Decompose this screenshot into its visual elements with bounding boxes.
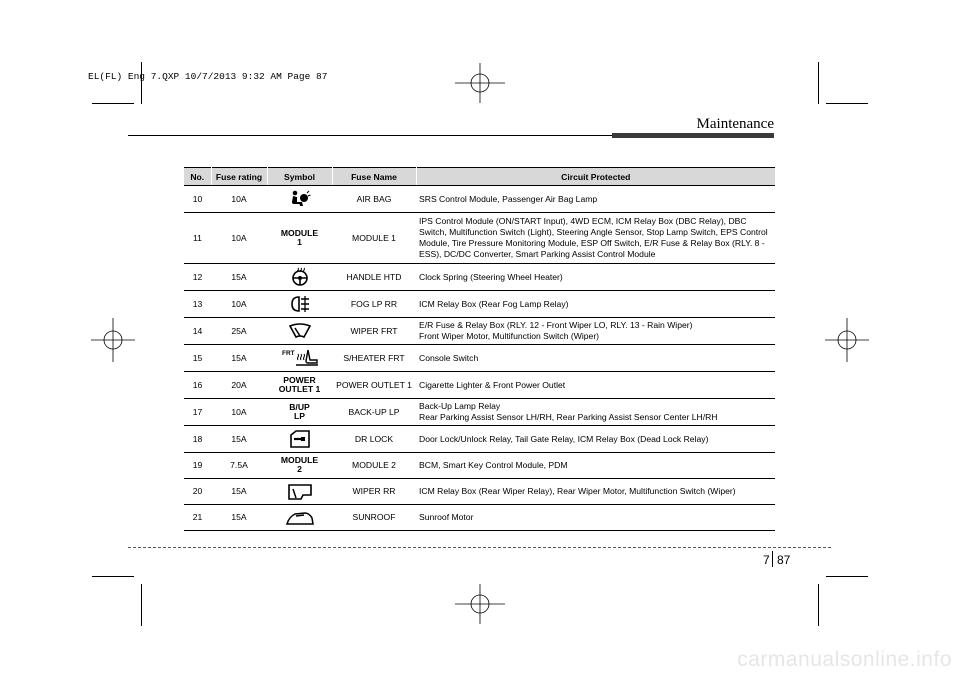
circuit-protected: Console Switch	[416, 345, 775, 372]
table-row	[184, 505, 775, 531]
circuit-protected: Back-Up Lamp Relay Rear Parking Assist Sensor LH/RH, Rear Parking Assist Sensor Center LH/RH	[416, 399, 775, 426]
circuit-protected: Clock Spring (Steering Wheel Heater)	[416, 264, 775, 291]
table-row	[184, 213, 775, 264]
circuit-protected: Sunroof Motor	[416, 505, 775, 531]
front-seat-heater-icon	[267, 345, 332, 372]
crop-mark	[818, 584, 819, 626]
fuse-name: WIPER RR	[332, 479, 416, 505]
watermark: carmanualsonline.info	[737, 648, 952, 671]
table-row	[184, 399, 775, 426]
column-header: Fuse rating	[211, 168, 267, 186]
module-1-symbol: MODULE 1	[267, 213, 332, 264]
front-wiper-icon	[267, 318, 332, 345]
circuit-protected: ICM Relay Box (Rear Fog Lamp Relay)	[416, 291, 775, 318]
column-header: Fuse Name	[332, 168, 416, 186]
rear-fog-lamp-icon	[267, 291, 332, 318]
footer-dashed-rule	[128, 547, 831, 548]
fuse-rating: 15A	[211, 505, 267, 531]
registration-mark-bottom	[455, 584, 505, 624]
crop-mark	[826, 576, 868, 577]
registration-mark-top	[455, 63, 505, 103]
door-lock-icon	[267, 426, 332, 453]
fuse-rating: 15A	[211, 345, 267, 372]
crop-mark	[92, 103, 134, 104]
fuse-rating: 15A	[211, 479, 267, 505]
fuse-rating: 10A	[211, 291, 267, 318]
fuse-name: HANDLE HTD	[332, 264, 416, 291]
column-header: Circuit Protected	[416, 168, 775, 186]
fuse-name: AIR BAG	[332, 186, 416, 213]
crop-mark	[818, 62, 819, 104]
table-row	[184, 372, 775, 399]
table-row	[184, 426, 775, 453]
fuse-number: 11	[184, 213, 211, 264]
fuse-name: WIPER FRT	[332, 318, 416, 345]
crop-mark	[141, 584, 142, 626]
circuit-protected: SRS Control Module, Passenger Air Bag Lamp	[416, 186, 775, 213]
fuse-number: 16	[184, 372, 211, 399]
fuse-name: BACK-UP LP	[332, 399, 416, 426]
circuit-protected: IPS Control Module (ON/START Input), 4WD ECM, ICM Relay Box (DBC Relay), DBC Switch, Multifunction Switch (Light), Steering Angle Sensor, Stop Lamp Switch, EPS Control Module, Tire Pressure Monitoring Module, ESP Off Switch, E/R Fuse & Relay Box (RLY. 8 - ESS), DC/DC Converter, Smart Parking Assist Control Module	[416, 213, 775, 264]
table-row	[184, 186, 775, 213]
circuit-protected: E/R Fuse & Relay Box (RLY. 12 - Front Wiper LO, RLY. 13 - Rain Wiper) Front Wiper Motor, Multifunction Switch (Wiper)	[416, 318, 775, 345]
fuse-rating: 15A	[211, 264, 267, 291]
section-title: Maintenance	[696, 116, 774, 132]
module-2-symbol: MODULE 2	[267, 453, 332, 479]
chapter-number: 7	[763, 553, 770, 567]
fuse-number: 14	[184, 318, 211, 345]
rear-wiper-icon	[267, 479, 332, 505]
circuit-protected: ICM Relay Box (Rear Wiper Relay), Rear Wiper Motor, Multifunction Switch (Wiper)	[416, 479, 775, 505]
crop-mark	[141, 62, 142, 104]
crop-mark	[92, 576, 134, 577]
fuse-rating: 10A	[211, 213, 267, 264]
fuse-number: 12	[184, 264, 211, 291]
table-row	[184, 291, 775, 318]
fuse-name: SUNROOF	[332, 505, 416, 531]
circuit-protected: BCM, Smart Key Control Module, PDM	[416, 453, 775, 479]
power-outlet-symbol: POWER OUTLET 1	[267, 372, 332, 399]
fuse-number: 20	[184, 479, 211, 505]
fuse-number: 19	[184, 453, 211, 479]
crop-mark	[826, 103, 868, 104]
fuse-rating: 7.5A	[211, 453, 267, 479]
table-row	[184, 345, 775, 372]
fuse-number: 17	[184, 399, 211, 426]
circuit-protected: Cigarette Lighter & Front Power Outlet	[416, 372, 775, 399]
table-header-row	[184, 168, 775, 186]
fuse-name: S/HEATER FRT	[332, 345, 416, 372]
seat-heater-label: FRT	[281, 350, 295, 357]
print-slug: EL(FL) Eng 7.QXP 10/7/2013 9:32 AM Page 87	[88, 71, 328, 82]
fuse-name: POWER OUTLET 1	[332, 372, 416, 399]
backup-lamp-symbol: B/UP LP	[267, 399, 332, 426]
fuse-name: MODULE 2	[332, 453, 416, 479]
header-bar	[612, 133, 774, 138]
fuse-rating: 25A	[211, 318, 267, 345]
heated-steering-wheel-icon	[267, 264, 332, 291]
column-header: Symbol	[267, 168, 332, 186]
fuse-name: MODULE 1	[332, 213, 416, 264]
fuse-number: 18	[184, 426, 211, 453]
fuse-table	[184, 167, 775, 531]
table-row	[184, 453, 775, 479]
fuse-rating: 10A	[211, 186, 267, 213]
registration-mark-left	[91, 318, 135, 362]
table-row	[184, 264, 775, 291]
registration-mark-right	[825, 318, 869, 362]
page-number: 87	[777, 553, 791, 567]
fuse-number: 21	[184, 505, 211, 531]
fuse-number: 15	[184, 345, 211, 372]
airbag-icon	[267, 186, 332, 213]
fuse-number: 10	[184, 186, 211, 213]
fuse-name: FOG LP RR	[332, 291, 416, 318]
sunroof-icon	[267, 505, 332, 531]
table-row	[184, 479, 775, 505]
fuse-rating: 15A	[211, 426, 267, 453]
table-row	[184, 318, 775, 345]
fuse-rating: 20A	[211, 372, 267, 399]
fuse-number: 13	[184, 291, 211, 318]
page-number-separator	[772, 551, 773, 567]
fuse-name: DR LOCK	[332, 426, 416, 453]
fuse-rating: 10A	[211, 399, 267, 426]
column-header: No.	[184, 168, 211, 186]
circuit-protected: Door Lock/Unlock Relay, Tail Gate Relay, ICM Relay Box (Dead Lock Relay)	[416, 426, 775, 453]
